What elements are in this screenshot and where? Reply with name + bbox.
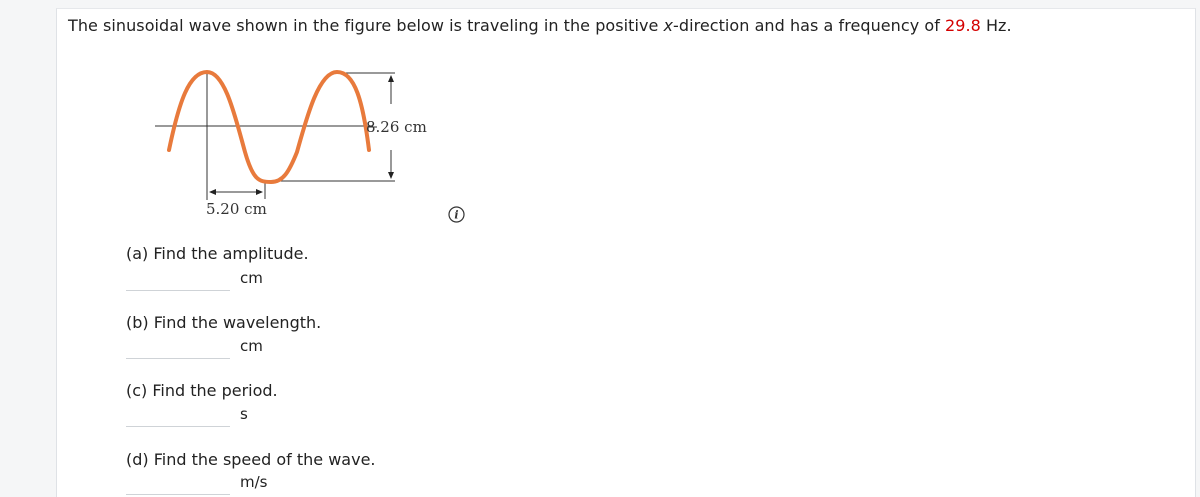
question-b: (b) Find the wavelength. [126,313,322,332]
sinusoidal-wave [169,72,369,182]
question-c: (c) Find the period. [126,381,278,400]
question-d: (d) Find the speed of the wave. [126,450,376,469]
wavelength-label: 5.20 cm [206,200,267,218]
wave-figure [155,64,455,222]
problem-text-1: The sinusoidal wave shown in the figure below is traveling in the positive [68,16,664,35]
unit-wavelength: cm [240,337,263,355]
problem-statement [68,16,1012,36]
answer-input-period[interactable] [126,404,230,427]
frequency-value: 29.8 [945,16,981,35]
svg-text:i: i [454,208,459,222]
answer-input-amplitude[interactable] [126,268,230,291]
wave-diagram [155,64,455,222]
answer-input-wavelength[interactable] [126,336,230,359]
problem-text-2: -direction and has a frequency of [673,16,946,35]
unit-amplitude: cm [240,269,263,287]
problem-variable: x [663,16,674,35]
amplitude-label: 8.26 cm [366,118,427,136]
unit-speed: m/s [240,473,268,491]
unit-period: s [240,405,248,423]
answer-input-speed[interactable] [126,472,230,495]
frequency-unit: Hz. [980,16,1012,35]
info-icon[interactable] [448,206,465,223]
question-a: (a) Find the amplitude. [126,244,309,263]
